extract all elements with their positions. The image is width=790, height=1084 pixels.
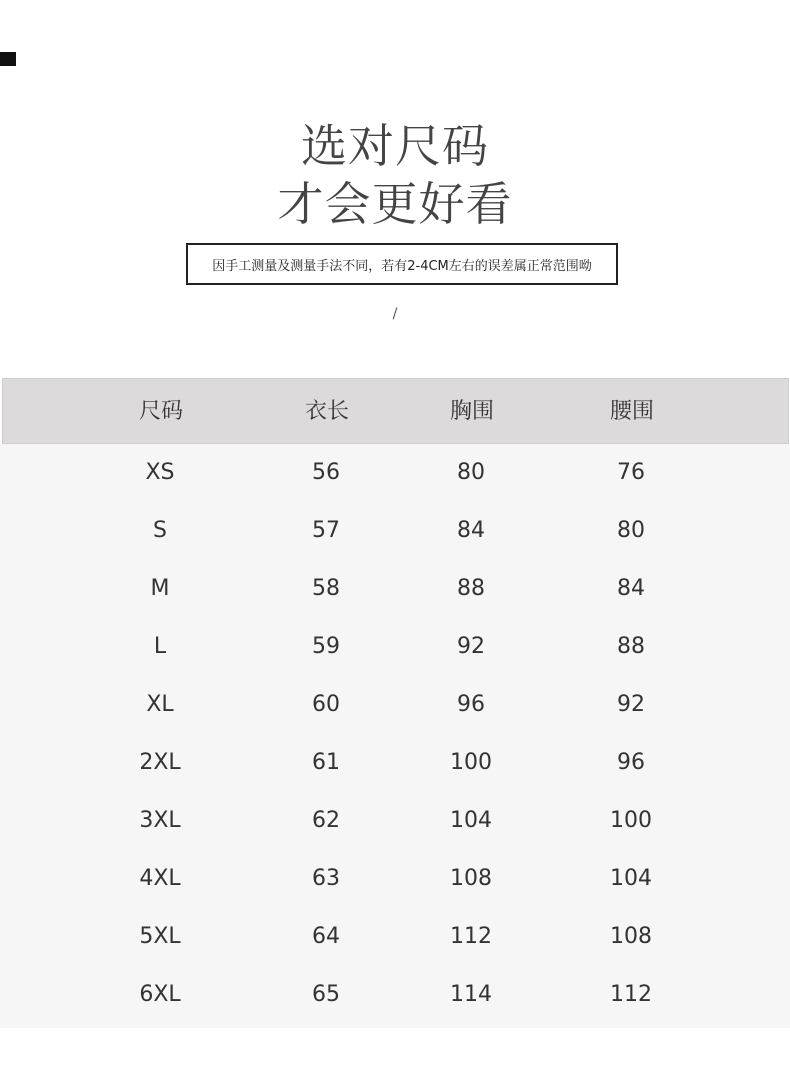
table-row [0,676,790,734]
cell-size: S [153,518,167,543]
table-body [0,444,790,1028]
cell-chest: 96 [457,692,485,717]
header-size: 尺码 [138,399,183,424]
table-header [2,378,789,444]
cell-chest: 104 [450,808,492,833]
corner-mark [0,52,16,66]
cell-waist: 112 [610,982,652,1007]
cell-length: 65 [312,982,340,1007]
cell-size: XS [145,460,175,485]
page-title-line-2: 才会更好看 [277,177,513,231]
cell-waist: 96 [617,750,645,775]
cell-size: M [150,576,170,601]
cell-size: L [153,634,167,659]
cell-length: 58 [312,576,340,601]
cell-length: 61 [312,750,340,775]
cell-size: 2XL [139,750,181,775]
cell-waist: 84 [617,576,645,601]
separator-slash: / [392,306,398,322]
cell-chest: 80 [457,460,485,485]
cell-chest: 84 [457,518,485,543]
table-row [0,792,790,850]
cell-waist: 76 [617,460,645,485]
cell-length: 62 [312,808,340,833]
table-row [0,560,790,618]
cell-size: 4XL [139,866,181,891]
header-chest: 胸围 [449,399,494,424]
cell-size: 5XL [139,924,181,949]
table-row [0,966,790,1024]
header-length: 衣长 [304,399,349,424]
table-row [0,734,790,792]
cell-waist: 92 [617,692,645,717]
cell-chest: 100 [450,750,492,775]
cell-size: 6XL [139,982,181,1007]
table-row [0,618,790,676]
cell-chest: 112 [450,924,492,949]
cell-size: 3XL [139,808,181,833]
cell-length: 57 [312,518,340,543]
cell-length: 59 [312,634,340,659]
cell-chest: 108 [450,866,492,891]
cell-length: 63 [312,866,340,891]
cell-size: XL [146,692,174,717]
measurement-note [186,243,618,285]
cell-chest: 92 [457,634,485,659]
cell-chest: 114 [450,982,492,1007]
cell-waist: 100 [610,808,652,833]
cell-length: 60 [312,692,340,717]
cell-waist: 104 [610,866,652,891]
page-title-line-1: 选对尺码 [301,119,489,173]
table-row [0,502,790,560]
table-row [0,444,790,502]
header-waist: 腰围 [609,399,654,424]
cell-waist: 80 [617,518,645,543]
cell-length: 56 [312,460,340,485]
cell-chest: 88 [457,576,485,601]
table-row [0,850,790,908]
cell-waist: 88 [617,634,645,659]
table-row [0,908,790,966]
cell-waist: 108 [610,924,652,949]
cell-length: 64 [312,924,340,949]
measurement-note-text: 因手工测量及测量手法不同，若有2-4CM左右的误差属正常范围呦 [212,258,592,274]
